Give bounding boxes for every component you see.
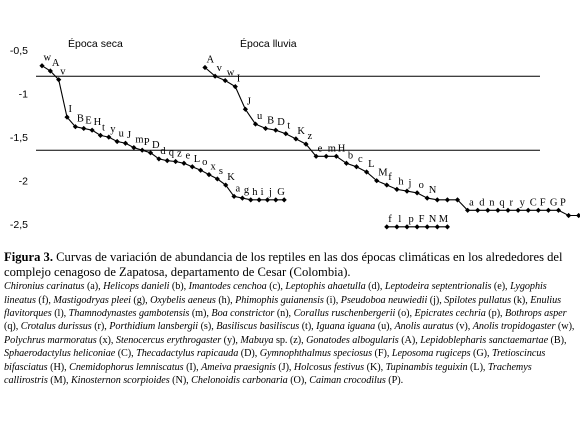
species-name: Pseudoboa neuwiedii [340, 294, 428, 306]
species-name: Thecadactylus rapicauda [136, 348, 239, 360]
dry-season-point [81, 126, 86, 131]
species-code: (f), [35, 294, 54, 306]
species-code: (F), [372, 348, 392, 360]
rainy-season-point [485, 208, 490, 213]
epoch-label: Época seca [68, 38, 123, 50]
species-point-label: B [267, 115, 275, 127]
species-point-label: P [143, 137, 150, 149]
species-point-label: x [210, 161, 216, 173]
species-point-label: f [388, 172, 392, 184]
species-name: Basiliscus basiliscus [216, 321, 300, 333]
caption-title [4, 250, 576, 279]
species-name: Lepidoblepharis sanctaemartae [420, 334, 549, 346]
epoch-label: Época lluvia [240, 38, 297, 50]
species-point-label: o [418, 179, 424, 191]
species-code: (P). [385, 375, 404, 387]
y-tick-label: -2 [18, 175, 28, 188]
dry-season-point [240, 196, 245, 201]
figure-label: Figura 3. [4, 250, 53, 264]
species-code: (N), [169, 375, 192, 387]
species-code: (k), [511, 294, 531, 306]
species-code: (w), [555, 321, 575, 333]
species-name: Holcosus festivus [293, 361, 365, 373]
species-code: (I), [183, 361, 202, 373]
species-name: Tretioscincus bifasciatus [4, 348, 546, 373]
species-name: Gonatodes albogularis [306, 334, 399, 346]
species-point-label: a [469, 197, 474, 209]
species-code: (j), [427, 294, 445, 306]
figure-caption [4, 250, 576, 387]
species-point-label: c [358, 153, 363, 165]
species-name: Kinosternon scorpioides [70, 375, 170, 387]
rainy-season-branch-point [384, 224, 389, 229]
species-name: Chelonoidis carbonaria [191, 375, 288, 387]
rainy-season-point [546, 208, 551, 213]
species-code: (u), [375, 321, 395, 333]
species-code: (d), [365, 281, 385, 293]
rainy-season-branch-point [435, 224, 440, 229]
species-point-label: a [235, 183, 241, 195]
rainy-season-branch-point [445, 224, 450, 229]
species-code: sp. (z), [273, 334, 307, 346]
species-point-label: v [216, 63, 222, 75]
species-name: Enulius flavitorques [4, 294, 562, 319]
species-code: (B), [548, 334, 567, 346]
species-code: (a), [84, 281, 104, 293]
species-code: (e), [491, 281, 511, 293]
species-code: (D), [238, 348, 260, 360]
dry-season-point [106, 135, 111, 140]
rainy-season-point [536, 208, 541, 213]
species-point-label: I [68, 104, 73, 116]
species-code: (s), [198, 321, 217, 333]
dry-season-point [165, 158, 170, 163]
species-name: Porthidium lansbergii [109, 321, 199, 333]
species-name: Mabuya [240, 334, 274, 346]
rainy-season-point [415, 190, 420, 195]
dry-season-point [98, 133, 103, 138]
dry-season-point [257, 197, 262, 202]
species-point-label: K [297, 125, 305, 137]
y-tick-label: -0,5 [9, 45, 28, 58]
species-code: (L), [467, 361, 488, 373]
dry-season-point [123, 141, 128, 146]
species-point-label: y [110, 124, 116, 136]
rainy-season-branch-point [415, 224, 420, 229]
figure-title: Curvas de variación de abundancia de los reptiles en las dos épocas climáticas en los alrededores del complejo cenagoso de Zapatosa, departamento de Cesar (Colombia). [4, 250, 563, 279]
species-name: Corallus ruschenbergerii [293, 308, 396, 319]
species-code: (J), [275, 361, 294, 373]
species-code: (p), [485, 308, 506, 319]
rainy-season-branch-point [425, 224, 430, 229]
species-name: Lygophis lineatus [4, 281, 547, 306]
species-point-label: y [519, 197, 525, 209]
dry-season-point [173, 159, 178, 164]
species-point-label: u [118, 128, 124, 140]
species-point-label: J [246, 96, 251, 108]
species-code: (b), [169, 281, 189, 293]
dry-season-point [115, 139, 120, 144]
species-name: Stenocercus erythrogaster [115, 334, 222, 346]
rainy-season-point [354, 164, 359, 169]
species-list [4, 280, 576, 387]
species-name: Gymnophthalmus speciosus [259, 348, 373, 360]
species-point-label: N [428, 213, 437, 225]
species-point-label: J [127, 130, 132, 142]
species-code: (y), [221, 334, 241, 346]
rainy-season-branch-point [394, 224, 399, 229]
rainy-season-line [205, 68, 580, 237]
species-name: Bothrops asper [505, 308, 567, 319]
dry-season-point [140, 148, 145, 153]
species-name: Cnemidophorus lemniscatus [69, 361, 184, 373]
species-name: Thamnodynastes gambotensis [68, 308, 190, 319]
rainy-season-point [263, 126, 268, 131]
species-point-label: P [560, 197, 566, 209]
species-point-label: h [252, 186, 258, 198]
species-point-label: N [428, 185, 437, 197]
dry-season-line [42, 66, 284, 200]
species-point-label: o [202, 157, 208, 169]
rainy-season-point [404, 189, 409, 194]
rainy-season-point [233, 84, 238, 89]
species-point-label: M [438, 213, 449, 225]
species-code: (m), [189, 308, 212, 319]
species-point-label: l [398, 213, 402, 225]
species-point-label: D [277, 117, 285, 129]
dry-season-point [198, 168, 203, 173]
species-point-label: E [85, 115, 92, 127]
species-point-label: t [287, 120, 291, 132]
species-point-label: F [418, 213, 425, 225]
rainy-season-point [435, 197, 440, 202]
species-name: Caiman crocodilus [309, 375, 386, 387]
y-tick-label: -2,5 [9, 219, 28, 232]
species-point-label: K [227, 172, 235, 184]
species-name: Epicrates cechria [414, 308, 486, 319]
rainy-season-point [556, 208, 561, 213]
species-name: Boa constrictor [211, 308, 275, 319]
dry-season-point [131, 145, 136, 150]
species-code: (C), [115, 348, 137, 360]
species-point-label: w [226, 67, 235, 79]
dry-season-point [39, 63, 44, 68]
dry-season-point [181, 161, 186, 166]
dry-season-point [206, 172, 211, 177]
species-point-label: I [236, 73, 241, 85]
species-point-label: q [168, 147, 174, 159]
species-code: (A), [398, 334, 421, 346]
dry-season-point [282, 197, 287, 202]
species-name: Iguana iguana [316, 321, 376, 333]
species-code: (n), [274, 308, 294, 319]
species-code: (t), [299, 321, 317, 333]
species-point-label: u [257, 111, 263, 123]
species-point-label: z [307, 131, 313, 143]
species-code: (M), [47, 375, 71, 387]
species-code: (q), [4, 321, 21, 333]
species-code: (O), [287, 375, 310, 387]
rainy-season-point [445, 197, 450, 202]
species-code: (c), [266, 281, 286, 293]
species-point-label: L [193, 153, 201, 165]
species-name: Crotalus durissus [20, 321, 92, 333]
species-point-label: j [268, 186, 272, 198]
rainy-season-point [394, 187, 399, 192]
species-point-label: v [60, 66, 66, 78]
species-code: (H), [47, 361, 70, 373]
species-code: (x), [96, 334, 116, 346]
species-name: Helicops danieli [103, 281, 170, 293]
species-point-label: g [243, 185, 250, 197]
rainy-season-point [475, 208, 480, 213]
dry-season-point [248, 197, 253, 202]
y-tick-label: -1,5 [9, 132, 28, 145]
species-point-label: r [509, 197, 513, 209]
species-name: Phimophis guianensis [235, 294, 324, 306]
species-point-label: D [152, 139, 160, 151]
rainy-season-point [566, 213, 571, 218]
rainy-season-point [526, 208, 531, 213]
rainy-season-point [425, 196, 430, 201]
species-name: Leptophis ahaetulla [285, 281, 366, 293]
species-point-label: A [206, 54, 215, 66]
species-code: (G), [470, 348, 492, 360]
rainy-season-point [273, 128, 278, 133]
species-name: Mastigodryas pleei [53, 294, 131, 306]
species-point-label: h [398, 176, 404, 188]
species-point-label: i [260, 186, 264, 198]
species-name: Anolis tropidogaster [472, 321, 556, 333]
species-point-label: z [177, 148, 182, 160]
rainy-season-point [223, 78, 228, 83]
species-point-label: b [347, 150, 354, 162]
species-point-label: t [101, 122, 105, 134]
species-name: Ameiva praesignis [201, 361, 276, 373]
species-point-label: B [76, 113, 84, 125]
species-code: (h), [215, 294, 236, 306]
rainy-season-point [576, 213, 580, 218]
rainy-season-point [293, 136, 298, 141]
species-name: Trachemys callirostris [4, 361, 532, 387]
species-point-label: M [378, 167, 388, 179]
species-point-label: H [93, 117, 102, 129]
species-point-label: d [479, 197, 485, 209]
species-point-label: j [408, 178, 412, 190]
species-code: (r), [91, 321, 110, 333]
species-point-label: f [388, 213, 392, 225]
species-point-label: G [549, 197, 558, 209]
rainy-season-point [324, 154, 329, 159]
species-name: Chironius carinatus [4, 281, 85, 293]
dry-season-point [90, 128, 95, 133]
species-point-label: e [317, 143, 323, 155]
species-name: Imantodes cenchoa [188, 281, 267, 293]
species-point-label: q [499, 197, 505, 209]
dry-season-point [190, 164, 195, 169]
species-point-label: d [160, 145, 166, 157]
rainy-season-branch-point [404, 224, 409, 229]
rainy-season-point [516, 208, 521, 213]
species-name: Polychrus marmoratus [4, 334, 97, 346]
rainy-season-point [384, 182, 389, 187]
species-name: Sphaerodactylus heliconiae [4, 348, 116, 360]
species-point-label: m [135, 134, 144, 146]
species-name: Anolis auratus [394, 321, 454, 333]
species-code: (v), [453, 321, 473, 333]
species-point-label: H [337, 143, 346, 155]
species-name: Oxybelis aeneus [150, 294, 216, 306]
species-code: (K), [364, 361, 386, 373]
species-point-label: C [529, 197, 537, 209]
species-name: Leptodeira septentrionalis [384, 281, 492, 293]
species-point-label: p [408, 213, 414, 225]
species-name: Tupinambis teguixin [385, 361, 468, 373]
rainy-season-point [505, 208, 510, 213]
species-point-label: L [368, 158, 375, 170]
species-point-label: F [539, 197, 546, 209]
species-point-label: G [277, 186, 285, 198]
species-point-label: e [185, 150, 191, 162]
species-point-label: m [327, 143, 336, 155]
species-code: (o), [395, 308, 415, 319]
rainy-season-point [495, 208, 500, 213]
dry-season-point [273, 197, 278, 202]
species-code: (l), [51, 308, 69, 319]
dry-season-point [265, 197, 270, 202]
rainy-season-point [283, 131, 288, 136]
y-tick-label: -1 [18, 88, 28, 101]
species-point-label: s [218, 165, 223, 177]
species-name: Spilotes pullatus [444, 294, 512, 306]
species-code: (i), [323, 294, 341, 306]
species-point-label: A [51, 57, 60, 69]
species-code: (g), [130, 294, 151, 306]
species-point-label: w [43, 52, 52, 64]
species-point-label: n [489, 197, 495, 209]
species-name: Leposoma rugiceps [391, 348, 471, 360]
